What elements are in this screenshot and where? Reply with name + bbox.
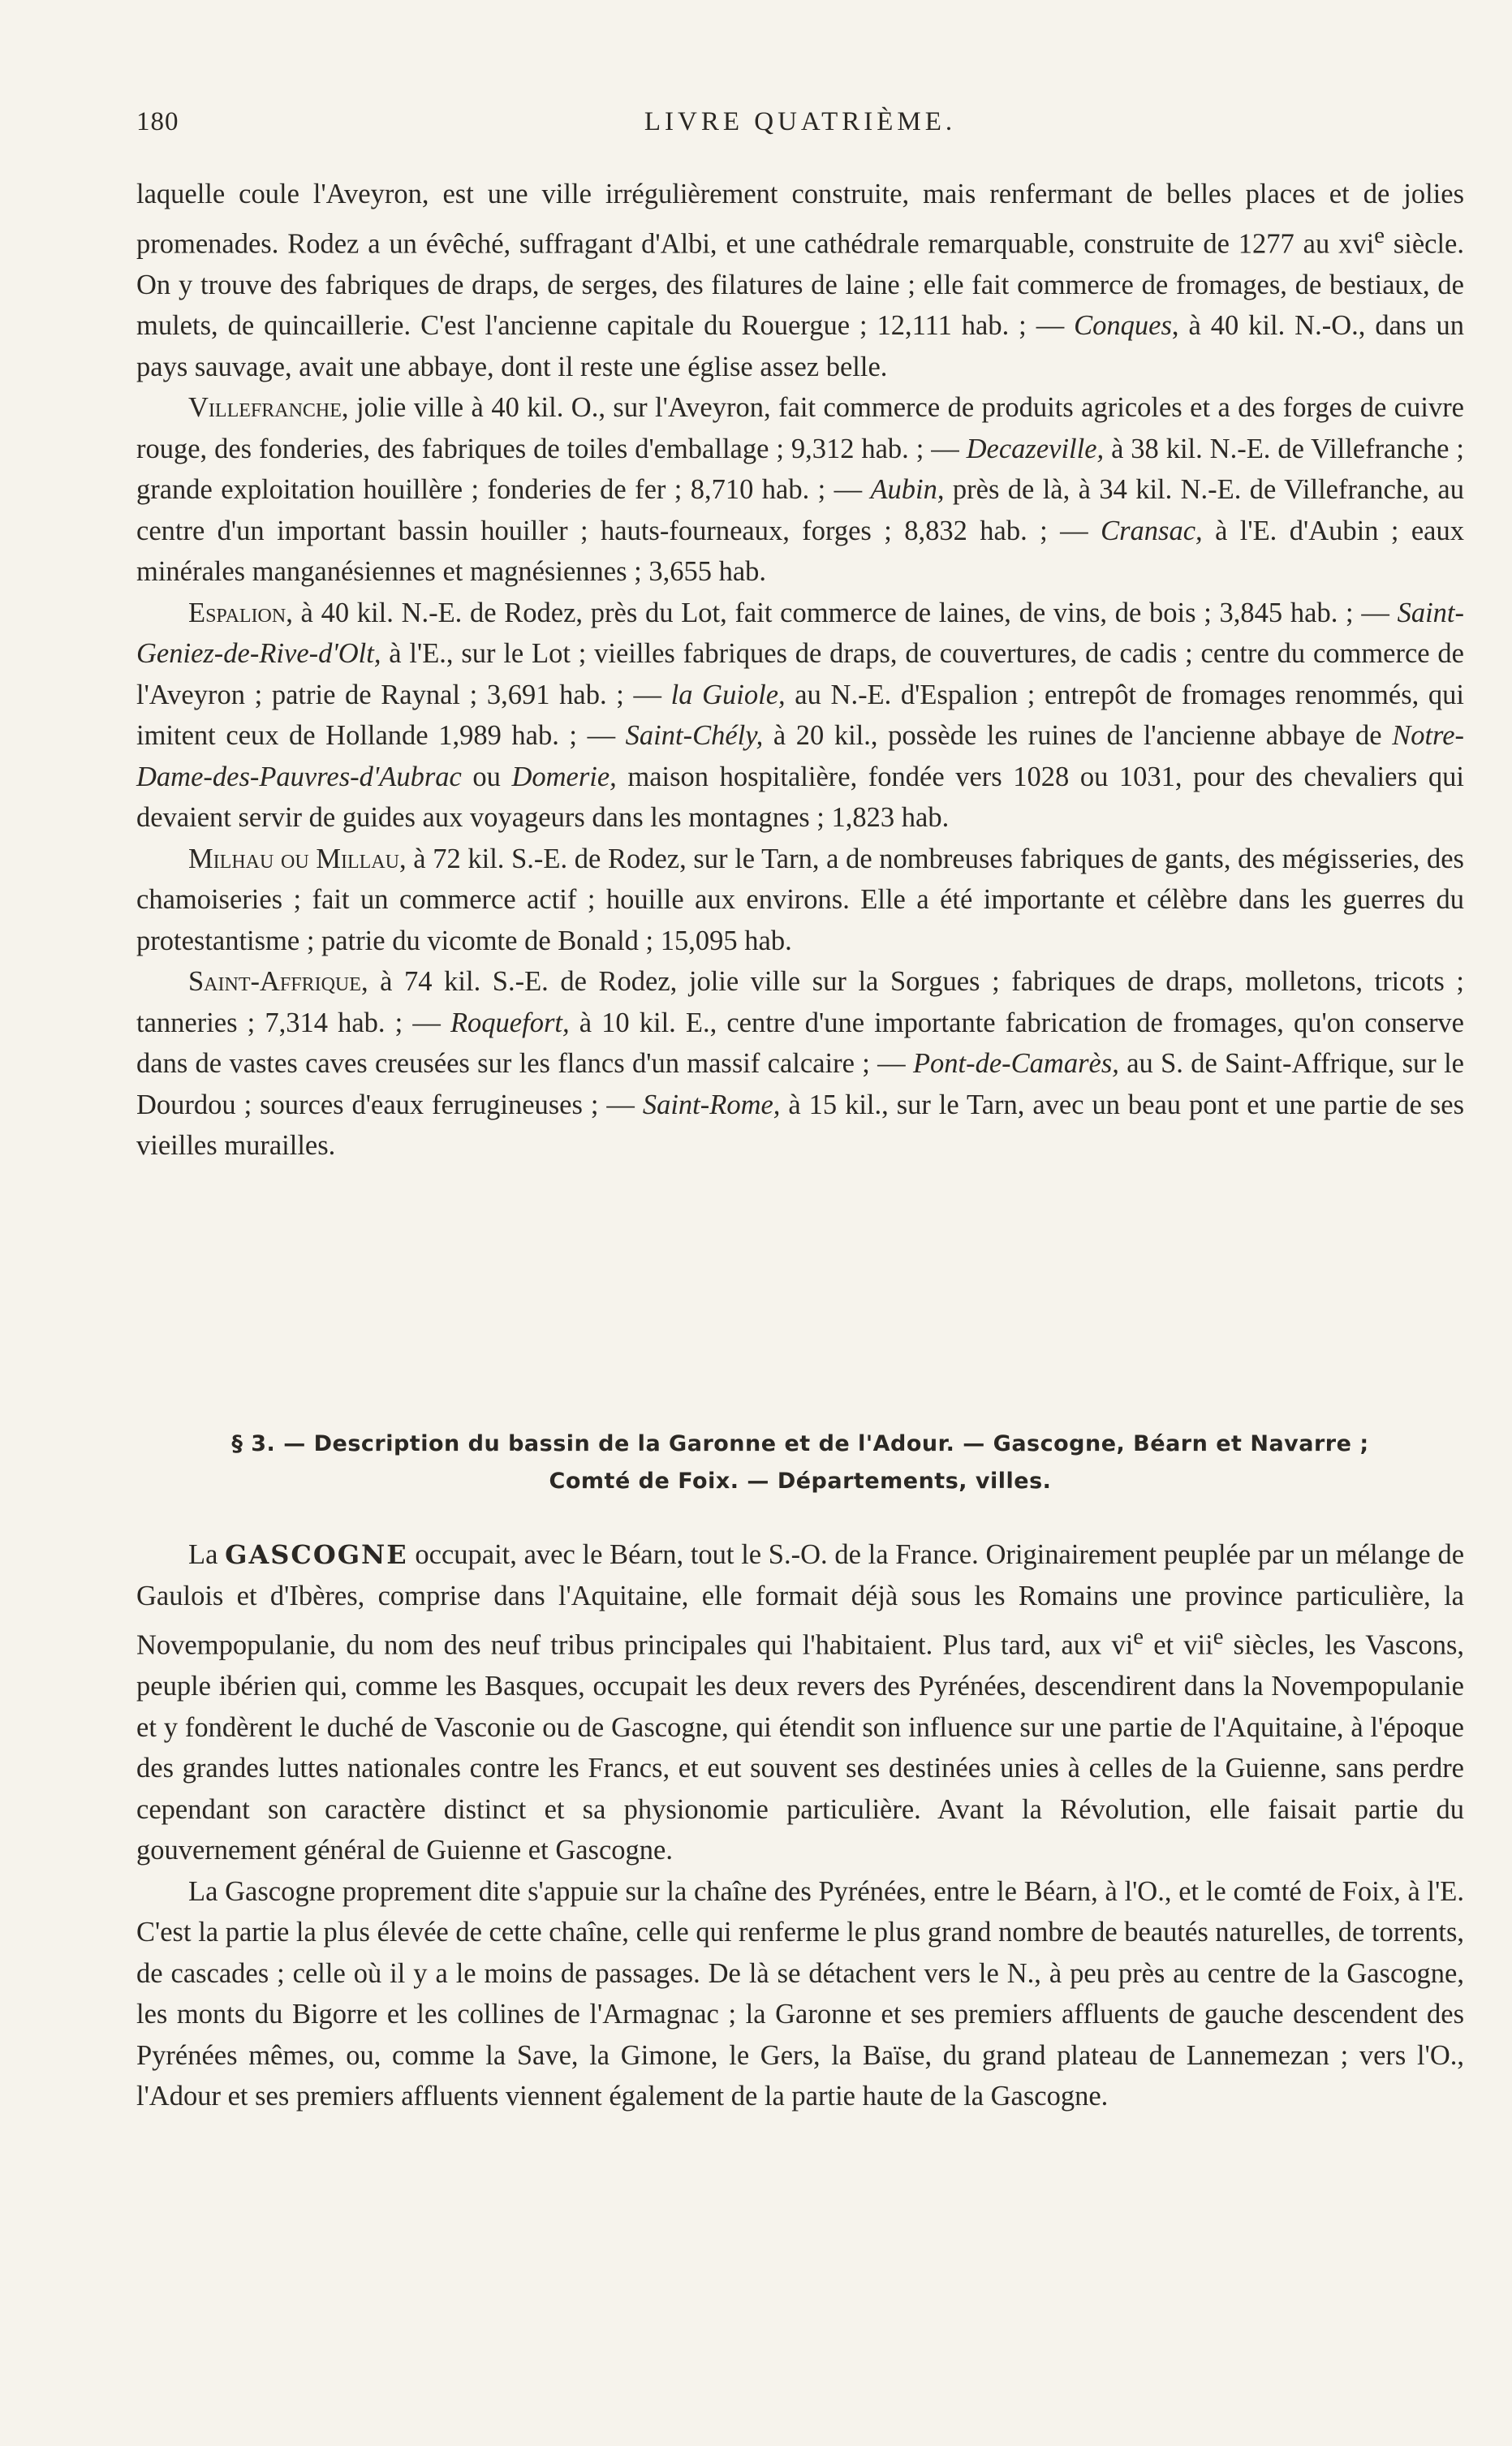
paragraph-gascogne-geography [136,1871,1464,2117]
text-run: près de là, à 34 kil. N.-E. de Villefranche, au centre d'un important bassin houiller ; hauts-fourneaux, forges ; 8,832 hab. ; — [136,474,1464,546]
place-name: Saint-Rome, [642,1089,781,1120]
place-name: Cransac, [1101,515,1203,546]
superscript: e [1213,1624,1224,1650]
body-text-lower [136,1534,1464,2117]
text-run: au N.-E. d'Espalion ; entrepôt de fromages renommés, qui imitent ceux de Hollande 1,989 hab. ; — [136,679,1464,751]
text-run: , à 40 kil. N.-E. de Rodez, près du Lot, fait commerce de laines, de vins, de bois ; 3,845 hab. ; — [286,597,1398,628]
place-name: Conques [1074,310,1172,341]
running-title: LIVRE QUATRIÈME. [644,107,957,136]
place-name: Roquefort, [450,1007,570,1038]
place-name: Pont-de-Camarès, [912,1048,1119,1079]
page-header [136,99,1464,148]
place-name: Aubin, [870,474,945,505]
place-name: Notre-Dame-des-Pauvres-d'Aubrac [136,720,1464,792]
text-run: maison hospitalière, fondée vers 1028 ou 1031, pour des chevaliers qui devaient servir de guides aux voyageurs dans les montagnes ; 1,823 hab. [136,761,1465,833]
place-name: Saint-Chély, [625,720,764,751]
section-heading [136,1426,1464,1500]
text-run: à l'E. d'Aubin ; eaux minérales manganésiennes et magnésiennes ; 3,655 hab. [136,515,1464,587]
text-run: à 38 kil. N.-E. de Villefranche ; grande exploitation houillère ; fonderies de fer ; 8,710 hab. ; — [136,433,1464,505]
text-run: ou [461,761,512,792]
place-name: Decazeville, [966,433,1105,464]
place-name: la Guiole, [670,679,786,710]
text-run: occupait, avec le Béarn, tout le S.-O. de la France. Originairement peuplée par un mélange de Gaulois et d'Ibères, comprise dans l'Aquitaine, elle formait déjà sous les Romains une province particulière, la Novempopulanie, du nom des neuf tribus principales qui l'habitaient. Plus tard, aux vi [136,1539,1465,1661]
text-run: , jolie ville à 40 kil. O., sur l'Aveyron, fait commerce de produits agricoles et a des forges de cuivre rouge, des fonderies, des fabriques de toiles d'emballage ; 9,312 hab. ; — [136,392,1464,464]
text-run: siècle. On y trouve des fabriques de draps, de serges, des filatures de laine ; elle fait commerce de fromages, de bestiaux, de mulets, de quincaillerie. C'est l'ancienne capitale du Rouergue ; 12,111 hab. ; — [136,228,1464,341]
town-name: Millau [316,843,399,874]
paragraph-rodez [136,174,1464,387]
text-run: à 20 kil., possède les ruines de l'ancienne abbaye de [763,720,1393,751]
text-run: siècles, les Vascons, peuple ibérien qui, comme les Basques, occupait les deux revers des Pyrénées, descendirent dans la Novempopulanie et y fondèrent le duché de Vasconie ou de Gascogne, qui étendit son influence sur une partie de l'Aquitaine, à l'époque des grandes luttes nationales contre les Francs, et eut souvent ses destinées unies à celles de la Guienne, sans perdre cependant son caractère distinct et sa physionomie particulière. Avant la Révolution, elle faisait partie du gouvernement général de Guienne et Gascogne. [136,1629,1465,1866]
text-run: à 10 kil. E., centre d'une importante fabrication de fromages, qu'on conserve dans de vastes caves creusées sur les flancs d'un massif calcaire ; — [136,1007,1464,1079]
paragraph-milhau [136,839,1464,962]
body-text-upper [136,174,1464,1167]
text-run: ou [274,843,317,874]
text-run: La [188,1539,226,1570]
town-name: Saint-Affrique [188,966,361,997]
region-name: GASCOGNE [225,1539,408,1570]
page-number: 180 [136,107,179,136]
place-name: Saint-Geniez-de-Rive-d'Olt, [136,597,1464,669]
text-run: La Gascogne proprement dite s'appuie sur la chaîne des Pyrénées, entre le Béarn, à l'O., et le comté de Foix, à l'E. C'est la partie la plus élevée de cette chaîne, celle qui renferme le plus grand nombre de beautés naturelles, de torrents, de cascades ; celle où il y a le moins de passages. De là se détachent vers le N., à peu près au centre de la Gascogne, les monts du Bigorre et les collines de l'Armagnac ; la Garonne et ses premiers affluents de gauche descendent des Pyrénées mêmes, ou, comme la Save, la Gimone, le Gers, la Baïse, du grand plateau de Lannemezan ; vers l'O., l'Adour et ses premiers affluents viennent également de la partie haute de la Gascogne. [136,1875,1464,2112]
superscript: e [1374,222,1385,248]
town-name: Villefranche [188,392,342,423]
text-run: à l'E., sur le Lot ; vieilles fabriques de draps, de couvertures, de cadis ; centre du commerce de l'Aveyron ; patrie de Raynal ; 3,691 hab. ; — [136,638,1464,710]
paragraph-saint-affrique [136,961,1464,1167]
superscript: e [1133,1624,1144,1650]
town-name: Milhau [188,843,274,874]
text-run: et vii [1144,1629,1213,1661]
paragraph-gascogne-history [136,1534,1464,1871]
paragraph-villefranche [136,387,1464,593]
place-name: Domerie, [511,761,617,792]
text-run: , à 40 kil. N.-O., dans un pays sauvage, avait une abbaye, dont il reste une église assez belle. [136,310,1465,382]
town-name: Espalion [188,597,286,628]
section-heading-line-1: § 3. — Description du bassin de la Garonne et de l'Adour. — Gascogne, Béarn et Navarre ; [231,1431,1369,1456]
section-heading-line-2: Comté de Foix. — Départements, villes. [549,1469,1052,1494]
text-run: à 15 kil., sur le Tarn, avec un beau pont et une partie de ses vieilles murailles. [136,1089,1464,1161]
text-run: , à 74 kil. S.-E. de Rodez, jolie ville sur la Sorgues ; fabriques de draps, molletons, tricots ; tanneries ; 7,314 hab. ; — [136,966,1464,1038]
paragraph-espalion [136,593,1464,839]
text-run: , à 72 kil. S.-E. de Rodez, sur le Tarn, a de nombreuses fabriques de gants, des mégisseries, des chamoiseries ; fait un commerce actif ; houille aux environs. Elle a été importante et célèbre dans les guerres du protestantisme ; patrie du vicomte de Bonald ; 15,095 hab. [136,843,1464,956]
text-run: au S. de Saint-Affrique, sur le Dourdou ; sources d'eaux ferrugineuses ; — [136,1048,1464,1120]
text-run: laquelle coule l'Aveyron, est une ville irrégulièrement construite, mais renfermant de belles places et de jolies promenades. Rodez a un évêché, suffragant d'Albi, et une cathédrale remarquable, construite de 1277 au xvi [136,179,1464,259]
